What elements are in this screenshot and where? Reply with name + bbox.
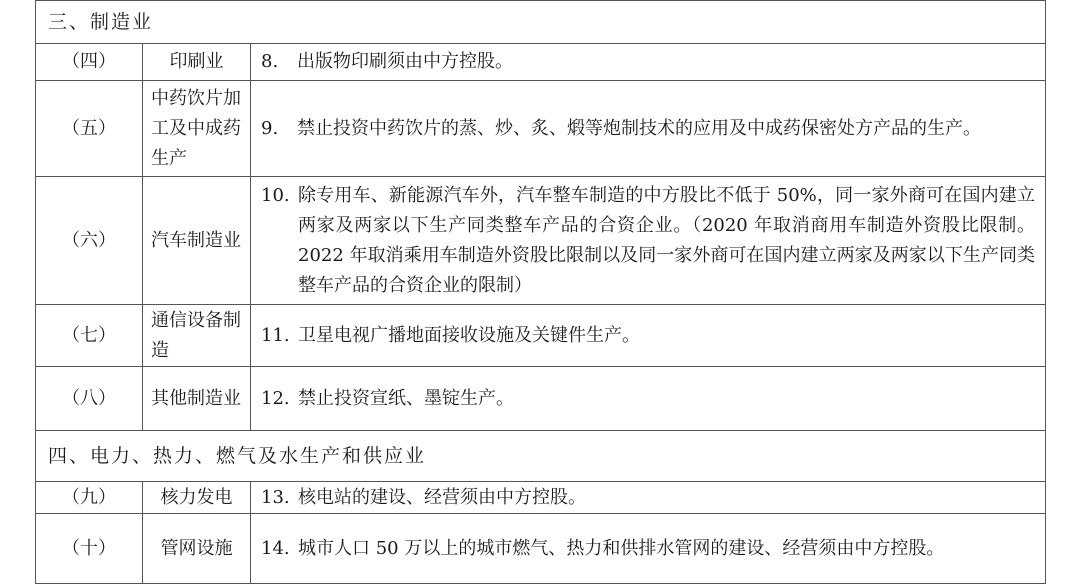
item-number: 13. bbox=[261, 486, 290, 508]
measure-cell bbox=[251, 44, 1046, 81]
measure-text: 禁止投资宣纸、墨锭生产。 bbox=[298, 387, 514, 409]
industry-name: 其他制造业 bbox=[143, 367, 251, 431]
category-number: （九） bbox=[36, 482, 143, 514]
table-row bbox=[36, 44, 1046, 81]
table-row bbox=[36, 305, 1046, 367]
item-number: 9. bbox=[261, 117, 279, 139]
measure-cell bbox=[251, 81, 1046, 177]
table-row bbox=[36, 367, 1046, 431]
section-heading: 四、电力、热力、燃气及水生产和供应业 bbox=[36, 431, 1046, 482]
measure-cell bbox=[251, 177, 1046, 305]
industry-name: 中药饮片加工及中成药生产 bbox=[143, 81, 251, 177]
category-number: （四） bbox=[36, 44, 143, 81]
measure-cell bbox=[251, 367, 1046, 431]
industry-name: 汽车制造业 bbox=[143, 177, 251, 305]
table-row bbox=[36, 177, 1046, 305]
negative-list-table bbox=[35, 0, 1046, 584]
category-number: （六） bbox=[36, 177, 143, 305]
category-number: （五） bbox=[36, 81, 143, 177]
measure-text: 禁止投资中药饮片的蒸、炒、炙、煅等炮制技术的应用及中成药保密处方产品的生产。 bbox=[297, 117, 981, 139]
category-number: （十） bbox=[36, 514, 143, 584]
measure-text: 出版物印刷须由中方控股。 bbox=[297, 51, 513, 72]
section-row-utilities bbox=[36, 431, 1046, 482]
industry-name: 印刷业 bbox=[143, 44, 251, 81]
section-heading: 三、制造业 bbox=[36, 1, 1046, 44]
table-row bbox=[36, 81, 1046, 177]
item-number: 8. bbox=[261, 51, 279, 72]
measure-cell bbox=[251, 482, 1046, 514]
measure-text: 卫星电视广播地面接收设施及关键件生产。 bbox=[298, 324, 640, 346]
measure-cell bbox=[251, 305, 1046, 367]
item-number: 14. bbox=[261, 537, 290, 559]
measure-text: 除专用车、新能源汽车外，汽车整车制造的中方股比不低于 50%，同一家外商可在国内建立两家及两家以下生产同类整车产品的合资企业。（2020 年取消商用车制造外资股比限制。2022 年取消乘用车制造外资股比限制以及同一家外商可在国内建立两家及两家以下生产同类整车产品的合资企业的限制） bbox=[298, 184, 1036, 296]
industry-name: 通信设备制造 bbox=[143, 305, 251, 367]
category-number: （七） bbox=[36, 305, 143, 367]
industry-name: 核力发电 bbox=[143, 482, 251, 514]
item-number: 12. bbox=[261, 387, 290, 409]
measure-text: 城市人口 50 万以上的城市燃气、热力和供排水管网的建设、经营须由中方控股。 bbox=[298, 537, 945, 559]
measure-cell bbox=[251, 514, 1046, 584]
table-row bbox=[36, 482, 1046, 514]
section-row-manufacturing bbox=[36, 1, 1046, 44]
item-number: 10. bbox=[261, 184, 290, 206]
industry-name: 管网设施 bbox=[143, 514, 251, 584]
measure-text: 核电站的建设、经营须由中方控股。 bbox=[298, 486, 586, 508]
item-number: 11. bbox=[261, 324, 290, 346]
category-number: （八） bbox=[36, 367, 143, 431]
table-row bbox=[36, 514, 1046, 584]
